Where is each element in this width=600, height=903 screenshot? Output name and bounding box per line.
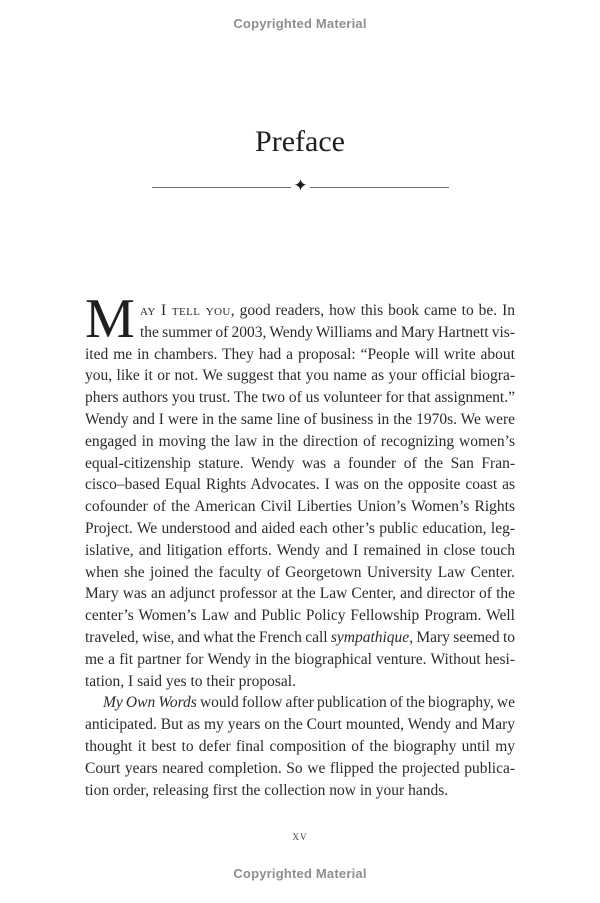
copyright-notice-bottom: Copyrighted Material bbox=[233, 866, 367, 881]
four-pointed-star-icon: ✦ bbox=[293, 175, 308, 196]
page-number: xv bbox=[292, 828, 308, 843]
divider-rule-right bbox=[310, 187, 449, 188]
text-line: you, like it or not. We suggest that you name as your official biogra- bbox=[85, 367, 515, 385]
text-line: the summer of 2003, Wendy Williams and Mary Hartnett vis- bbox=[140, 323, 515, 341]
text-line: me a fit partner for Wendy in the biographical venture. Without hesi- bbox=[85, 650, 515, 668]
text-line: My Own Words would follow after publication of the biography, we bbox=[103, 694, 515, 712]
text-line: cisco–based Equal Rights Advocates. I was on the opposite coast as bbox=[85, 476, 515, 494]
text-line: cofounder of the American Civil Liberties Union’s Women’s Rights bbox=[85, 498, 515, 516]
text-line: islative, and litigation efforts. Wendy and I remained in close touch bbox=[85, 541, 515, 559]
text-line: ay I tell you, good readers, how this book came to be. In bbox=[140, 302, 515, 319]
text-line: tation, I said yes to their proposal. bbox=[85, 672, 296, 690]
text-line: anticipated. But as my years on the Court mounted, Wendy and Mary bbox=[85, 716, 515, 734]
text-line: Wendy and I were in the same line of business in the 1970s. We were bbox=[85, 410, 515, 428]
text-line: ited me in chambers. They had a proposal: “People will write about bbox=[85, 345, 515, 363]
text-line: Court years neared completion. So we flipped the projected publica- bbox=[85, 759, 515, 777]
chapter-title: Preface bbox=[255, 125, 345, 158]
text-line: Project. We understood and aided each other’s public education, leg- bbox=[85, 519, 515, 537]
drop-cap: M bbox=[85, 288, 135, 350]
text-line: phers authors you trust. The two of us volunteer for that assignment.” bbox=[85, 389, 515, 407]
paragraph bbox=[85, 692, 515, 801]
title-divider bbox=[152, 175, 449, 196]
text-line: engaged in moving the law in the direction of recognizing women’s bbox=[85, 432, 515, 450]
text-line: Mary was an adjunct professor at the Law Center, and director of the bbox=[85, 585, 515, 603]
body-text bbox=[85, 288, 516, 801]
copyright-notice-top: Copyrighted Material bbox=[233, 16, 367, 31]
text-line: tion order, releasing first the collection now in your hands. bbox=[85, 781, 449, 799]
paragraph bbox=[85, 288, 516, 692]
text-line: thought it best to defer final composition of the biography until my bbox=[85, 737, 515, 755]
text-line: traveled, wise, and what the French call sympathique, Mary seemed to bbox=[85, 628, 516, 646]
text-line: when she joined the faculty of Georgetown University Law Center. bbox=[85, 563, 515, 581]
text-line: center’s Women’s Law and Public Policy Fellowship Program. Well bbox=[85, 607, 515, 625]
text-line: equal-citizenship stature. Wendy was a founder of the San Fran- bbox=[85, 454, 515, 472]
divider-rule-left bbox=[152, 187, 291, 188]
